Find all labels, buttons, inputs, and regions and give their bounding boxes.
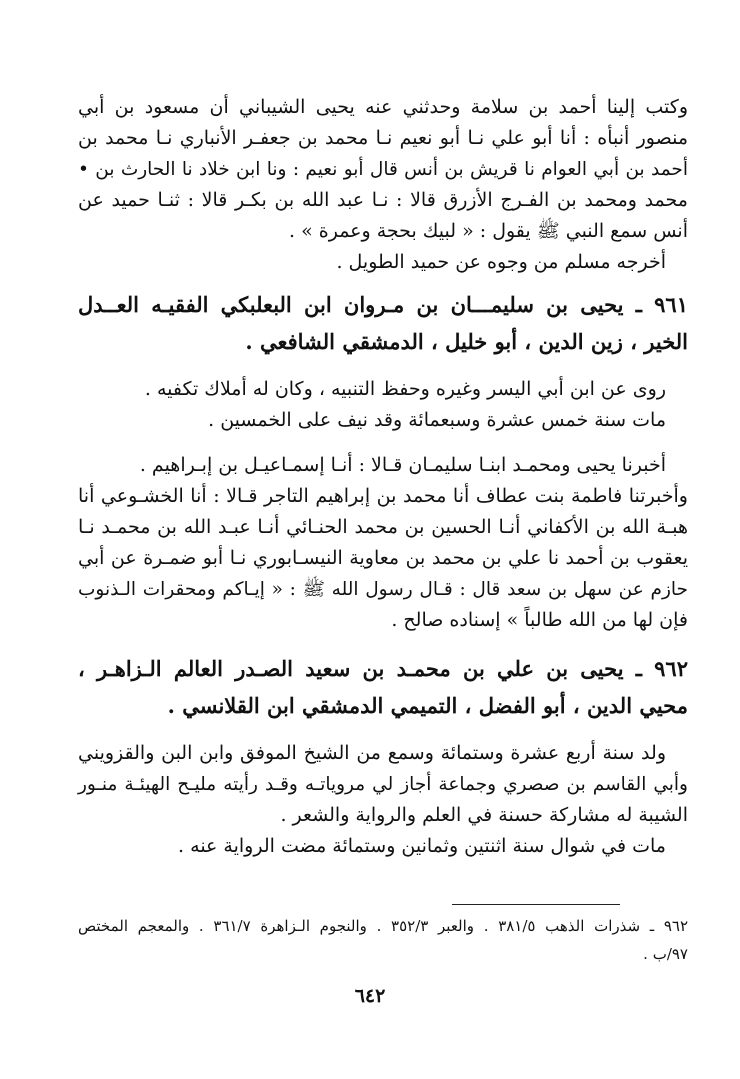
entry-heading-line: ٩٦٢ ـ يحيى بن علي بن محمـد بن سعيد الصـدر العالم الـزاهـر ، [78, 656, 688, 681]
entry-heading-line: ٩٦١ ـ يحيى بن سليمـــان بن مـروان ابن البعلبكي الفقيـه العــدل [78, 292, 688, 317]
entry-962-heading [78, 650, 688, 724]
entry-961-hadith [78, 450, 688, 636]
entry-heading-line: محيي الدين ، أبو الفضل ، التميمي الدمشقي ابن القلانسي . [167, 693, 688, 718]
text-line: أحمد بن أبي العوام نا قريش بن أنس قال أبو نعيم : ونا ابن خلاد نا الحارث بن • [78, 159, 688, 180]
text-line: الشيبة له مشاركة حسنة في العلم والرواية والشعر . [280, 804, 688, 826]
entry-962-bio [78, 738, 688, 862]
footnotes [78, 912, 688, 968]
footnote-divider [452, 904, 620, 905]
text-line: وأخبرتنا فاطمة بنت عطاف أنا محمد بن إبراهيم التاجر قـالا : أنا الخشـوعي أنا [78, 485, 688, 507]
text-line: منصور أنبأه : أنا أبو علي نـا أبو نعيم نـا محمد بن جعفـر الأنباري نـا محمد بن [78, 127, 688, 149]
text-line: ولد سنة أربع عشرة وستمائة وسمع من الشيخ الموفق وابن البن والقزويني [78, 742, 666, 764]
text-line: مات في شوال سنة اثنتين وثمانين وستمائة مضت الرواية عنه . [178, 835, 666, 857]
text-line: هبـة الله بن الأكفاني أنـا الحسين بن محمد الحنـائي أنـا عبـد الله بن محمـد نـا [78, 516, 688, 538]
text-line: وكتب إلينا أحمد بن سلامة وحدثني عنه يحيى الشيباني أن مسعود بن أبي [78, 96, 688, 118]
text-line: وأبي القاسم بن صصري وجماعة أجاز لي مروياتـه وقـد رأيته مليـح الهيئـة منـور [78, 774, 688, 795]
text-line: أنس سمع النبي ﷺ يقول : « لبيك بحجة وعمرة » . [289, 220, 688, 242]
entry-961-bio [78, 374, 688, 436]
footnote-line: ٩٦٢ ـ شذرات الذهب ٣٨١/٥ . والعبر ٣٥٢/٣ . والنجوم الـزاهرة ٣٦١/٧ . والمعجم المختص [78, 917, 689, 935]
paragraph-isnad [78, 92, 688, 278]
page-number: ٦٤٢ [354, 985, 386, 1007]
entry-961-heading [78, 286, 688, 360]
text-line: محمد ومحمد بن الفـرج الأزرق قالا : نـا عبد الله بن بكـر قالا : ثنـا حميد عن [78, 189, 688, 211]
text-line: روى عن ابن أبي اليسر وغيره وحفظ التنبيه ، وكان له أملاك تكفيه . [144, 378, 666, 400]
text-line: أخرجه مسلم من وجوه عن حميد الطويل . [336, 251, 666, 273]
entry-heading-line: الخير ، زين الدين ، أبو خليل ، الدمشقي الشافعي . [245, 329, 688, 354]
text-line: حازم عن سهل بن سعد قال : قـال رسول الله ﷺ : « إيـاكم ومحقرات الـذنوب [78, 579, 688, 600]
main-text [78, 92, 688, 862]
text-line: مات سنة خمس عشرة وسبعمائة وقد نيف على الخمسين . [208, 409, 666, 431]
footnote-line: ٩٧/ب . [643, 945, 688, 963]
text-line: فإن لها من الله طالباً » إسناده صالح . [391, 609, 688, 631]
text-line: أخبرنا يحيى ومحمـد ابنـا سليمـان قـالا : أنـا إسمـاعيـل بن إبـراهيم . [139, 454, 666, 476]
text-line: يعقوب بن أحمد نا علي بن محمد بن معاوية النيسـابوري نـا أبو ضمـرة عن أبي [78, 547, 688, 569]
